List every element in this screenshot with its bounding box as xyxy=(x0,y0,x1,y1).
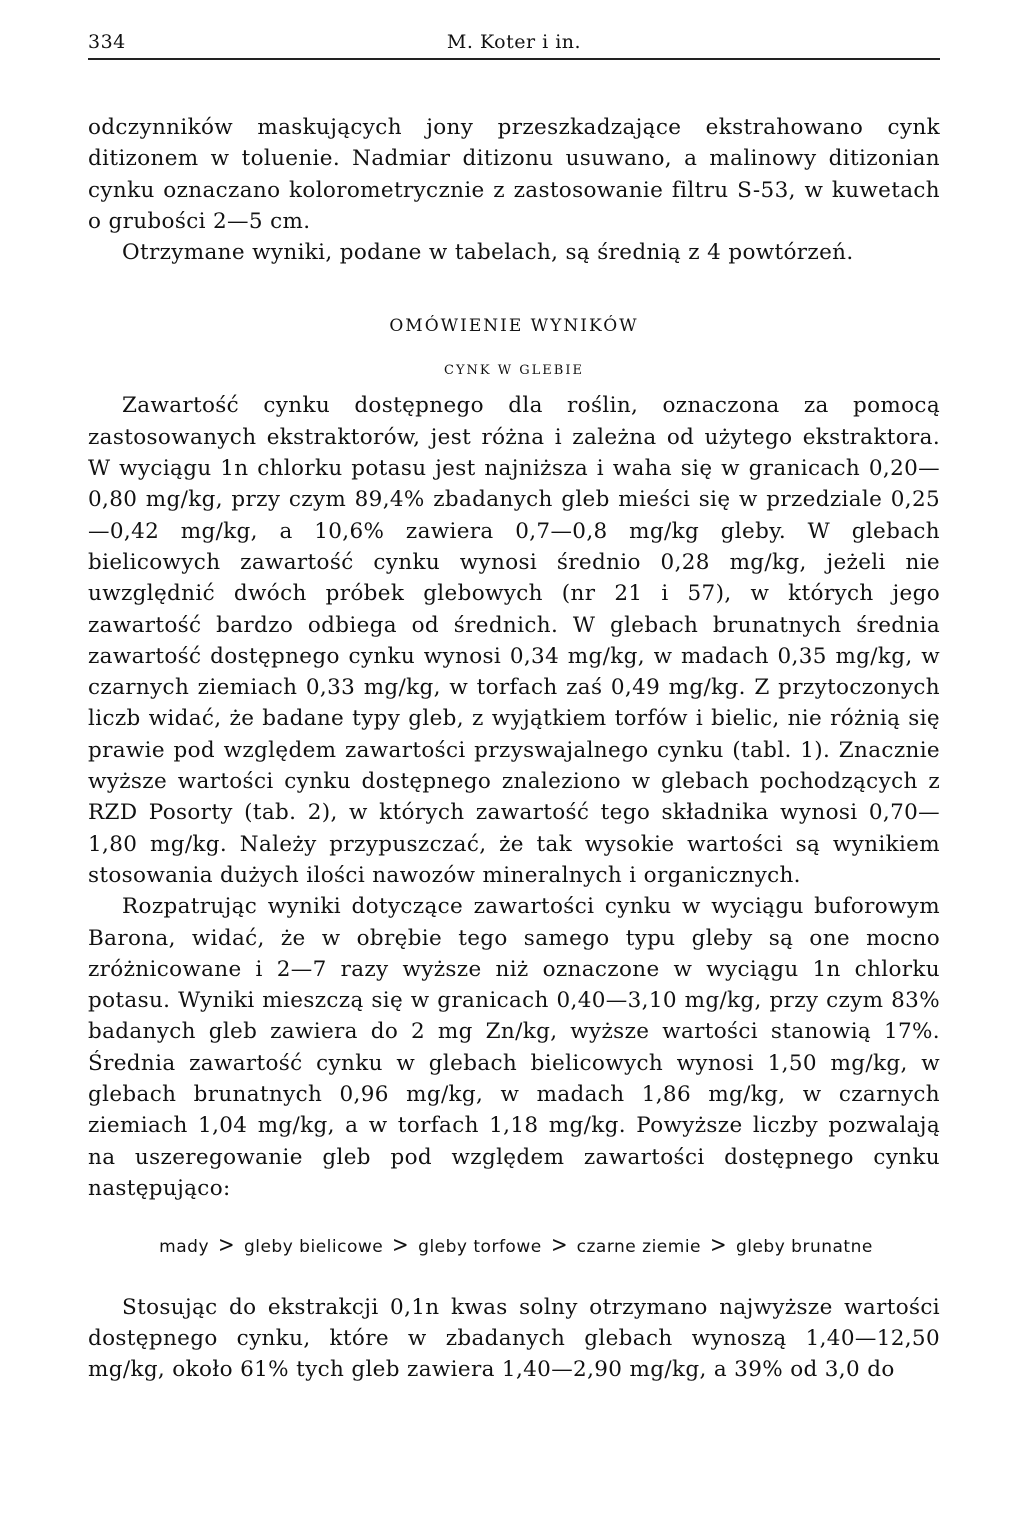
subsection-heading: CYNK W GLEBIE xyxy=(444,363,584,379)
running-header xyxy=(88,24,940,60)
running-author: M. Koter i in. xyxy=(446,31,582,53)
greater-than-sign: > xyxy=(709,1233,728,1259)
body-paragraph-3: Stosując do ekstrakcji 0,1n kwas solny otrzymano najwyższe wartości dostępnego cynku, które w zbadanych glebach wynoszą 1,40—12,50 mg/kg, około 61% tych gleb zawiera 1,40—2,90 mg/kg, a 39% od 3,0 do xyxy=(88,1294,940,1383)
ranking-item: gleby bielicowe xyxy=(243,1237,384,1258)
page-content xyxy=(88,112,940,1385)
soil-ranking xyxy=(88,1230,940,1263)
page-number: 334 xyxy=(88,31,126,53)
ranking-item: gleby brunatne xyxy=(735,1237,873,1258)
greater-than-sign: > xyxy=(392,1233,410,1259)
ranking-item: gleby torfowe xyxy=(418,1237,542,1258)
document-page xyxy=(88,24,940,1494)
body-paragraph-1: Zawartość cynku dostępnego dla roślin, oznaczona za pomocą zastosowanych ekstraktorów, jest różna i zależna od użytego ekstraktora. W wyciągu 1n chlorku potasu jest najniższa i waha się w granicach 0,20—0,80 mg/kg, przy czym 89,4% zbadanych gleb mieści się w przedziale 0,25—0,42 mg/kg, a 10,6% zawiera 0,7—0,8 mg/kg gleby. W glebach bielicowych zawartość cynku wynosi średnio 0,28 mg/kg, jeżeli nie uwzględnić dwóch próbek glebowych (nr 21 i 57), w których jego zawartość bardzo odbiega od średnich. W glebach brunatnych średnia zawartość dostępnego cynku wynosi 0,34 mg/kg, w madach 0,35 mg/kg, w czarnych ziemiach 0,33 mg/kg, w torfach zaś 0,49 mg/kg. Z przytoczonych liczb widać, że badane typy gleb, z wyjątkiem torfów i bielic, nie różnią się prawie pod względem zawartości przyswajalnego cynku (tabl. 1). Znacznie wyższe wartości cynku dostępnego znaleziono w glebach pochodzących z RZD Posorty (tab. 2), w których zawartość tego składnika wynosi 0,70—1,80 mg/kg. Należy przypuszczać, że tak wysokie wartości są wynikiem stosowania dużych ilości nawozów mineralnych i organicznych. xyxy=(88,393,940,888)
greater-than-sign: > xyxy=(550,1233,568,1259)
ranking-item: mady xyxy=(159,1237,210,1258)
body-paragraph-2: Rozpatrując wyniki dotyczące zawartości cynku w wyciągu buforowym Barona, widać, że w obrębie tego samego typu gleby są one mocno zróżnicowane i 2—7 razy wyższe niż oznaczone w wyciągu 1n chlorku potasu. Wyniki mieszczą się w granicach 0,40—3,10 mg/kg, przy czym 83% badanych gleb zawiera do 2 mg Zn/kg, wyższe wartości stanowią 17%. Średnia zawartość cynku w glebach bielicowych wynosi 1,50 mg/kg, w glebach brunatnych 0,96 mg/kg, w madach 1,86 mg/kg, w czarnych ziemiach 1,04 mg/kg, a w torfach 1,18 mg/kg. Powyższe liczby pozwalają na uszeregowanie gleb pod względem zawartości dostępnego cynku następująco: xyxy=(88,894,940,1201)
intro-paragraph-1: odczynników maskujących jony przeszkadzające ekstrahowano cynk ditizonem w toluenie. Nadmiar ditizonu usuwano, a malinowy ditizonian cynku oznaczano kolorometrycznie z zastosowanie filtru S-53, w kuwetach o grubości 2—5 cm. xyxy=(88,115,940,234)
greater-than-sign: > xyxy=(217,1233,236,1259)
ranking-item: czarne ziemie xyxy=(576,1237,702,1258)
intro-paragraph-2: Otrzymane wyniki, podane w tabelach, są średnią z 4 powtórzeń. xyxy=(122,240,854,266)
section-heading: OMÓWIENIE WYNIKÓW xyxy=(389,316,639,337)
